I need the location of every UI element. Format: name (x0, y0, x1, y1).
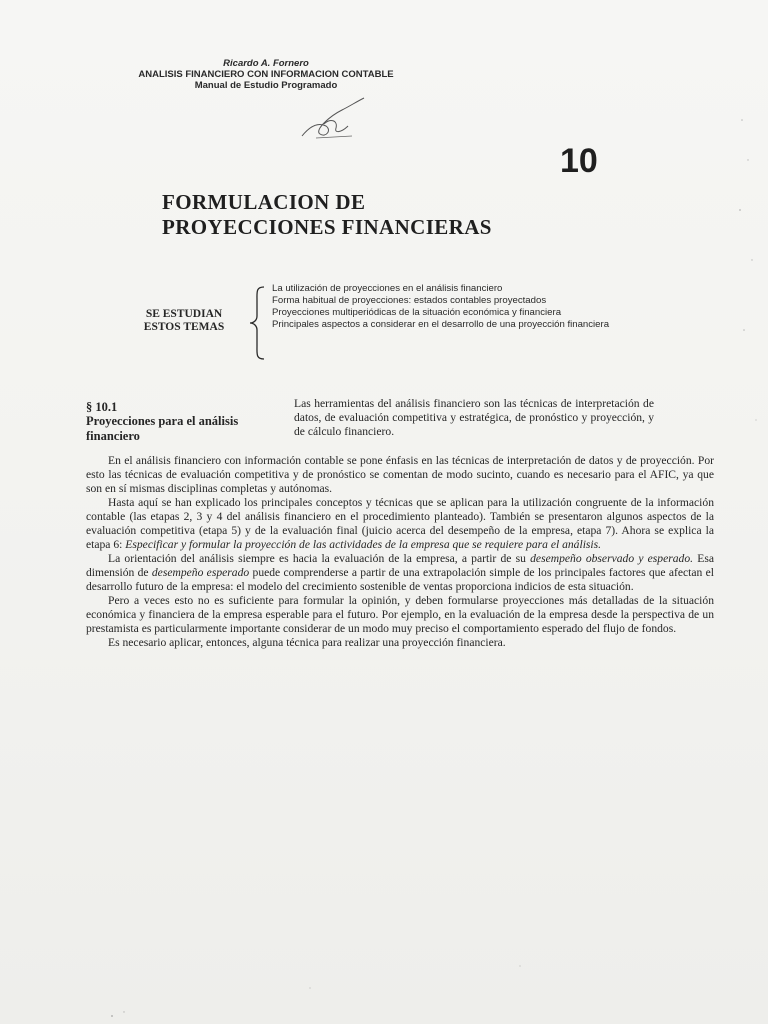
header-book-title: ANALISIS FINANCIERO CON INFORMACION CONTABLE (138, 69, 394, 80)
header-author: Ricardo A. Fornero (223, 58, 309, 69)
topics-label (120, 308, 248, 334)
topics-label-line-1: SE ESTUDIAN (145, 308, 223, 320)
paragraph-2-emphasis: Especificar y formular la proyección de las actividades de la empresa que se requiere para el análisis. (125, 538, 602, 551)
topics-label-line-2: ESTOS TEMAS (143, 321, 225, 333)
paragraph-3-emphasis-a: desempeño observado y esperado. (530, 552, 694, 565)
topic-item: Principales aspectos a considerar en el desarrollo de una proyección financiera (272, 319, 610, 330)
paragraph-3-text-b: Esa dimensión de (86, 552, 715, 579)
paragraph-4: Pero a veces esto no es suficiente para formular la opinión, y deben formularse proyecciones más detalladas de la situación económica y financiera de la empresa esperable para el futuro. Por ejemplo, en la evaluación de la empresa desde la perspectiva de un prestamista es particularmente importante considerar de un modo muy preciso el comportamiento esperado del flujo de fondos. (86, 594, 714, 635)
chapter-title-line-1: FORMULACION DE (162, 190, 366, 214)
paragraph-1: En el análisis financiero con información contable se pone énfasis en las técnicas de interpretación de datos y de proyección. Por esto las técnicas de evaluación competitiva y de pronóstico se comentan de modo sucinto, cuando es necesario para el AFIC, ya que son en sí mismas disciplinas completas y autónomas. (86, 454, 714, 495)
paragraph-2-text: Hasta aquí se han explicado los principales conceptos y técnicas que se aplican para la utilización congruente de la información contable (las etapas 2, 3 y 4 del análisis financiero en el procedimiento planteado). También se presentaron algunos aspectos de la evaluación competitiva (etapa 5) y de la evaluación final (juicio acerca del desempeño de la empresa, etapa 7). Ahora se explica la etapa 6: (86, 496, 714, 551)
handwritten-signature (296, 96, 376, 142)
paragraph-3-text-a: La orientación del análisis siempre es hacia la evaluación de la empresa, a partir de su (108, 552, 526, 565)
paragraph-3 (86, 552, 714, 594)
body-text (86, 454, 714, 650)
chapter-number: 10 (560, 142, 598, 180)
topics-list (272, 283, 642, 331)
paragraph-2 (86, 496, 714, 552)
paragraph-5: Es necesario aplicar, entonces, alguna técnica para realizar una proyección financiera. (108, 636, 506, 649)
topic-item: Proyecciones multiperiódicas de la situación económica y financiera (272, 307, 562, 318)
chapter-title-line-2: PROYECCIONES FINANCIERAS (162, 215, 492, 239)
page-header (96, 58, 436, 91)
topic-item: Forma habitual de proyecciones: estados contables proyectados (272, 295, 547, 306)
paragraph-3-emphasis-b: desempeño esperado (151, 566, 250, 579)
section-number: § 10.1 (86, 400, 118, 414)
curly-brace-icon (248, 286, 266, 360)
header-subtitle: Manual de Estudio Programado (194, 80, 338, 91)
section-title: Proyecciones para el análisis financiero (86, 414, 239, 443)
topic-item: La utilización de proyecciones en el análisis financiero (272, 283, 503, 294)
chapter-title (162, 190, 642, 240)
paragraph-3-text-c: puede comprenderse a partir de una extrapolación simple de los principales factores que afectan el desarrollo futuro de la empresa: el modelo del crecimiento sostenible de ventas proporciona indicios de esta situación. (86, 566, 714, 593)
section-intro: Las herramientas del análisis financiero son las técnicas de interpretación de datos, de evaluación competitiva y estratégica, de pronóstico y proyección, y de cálculo financiero. (294, 397, 654, 438)
